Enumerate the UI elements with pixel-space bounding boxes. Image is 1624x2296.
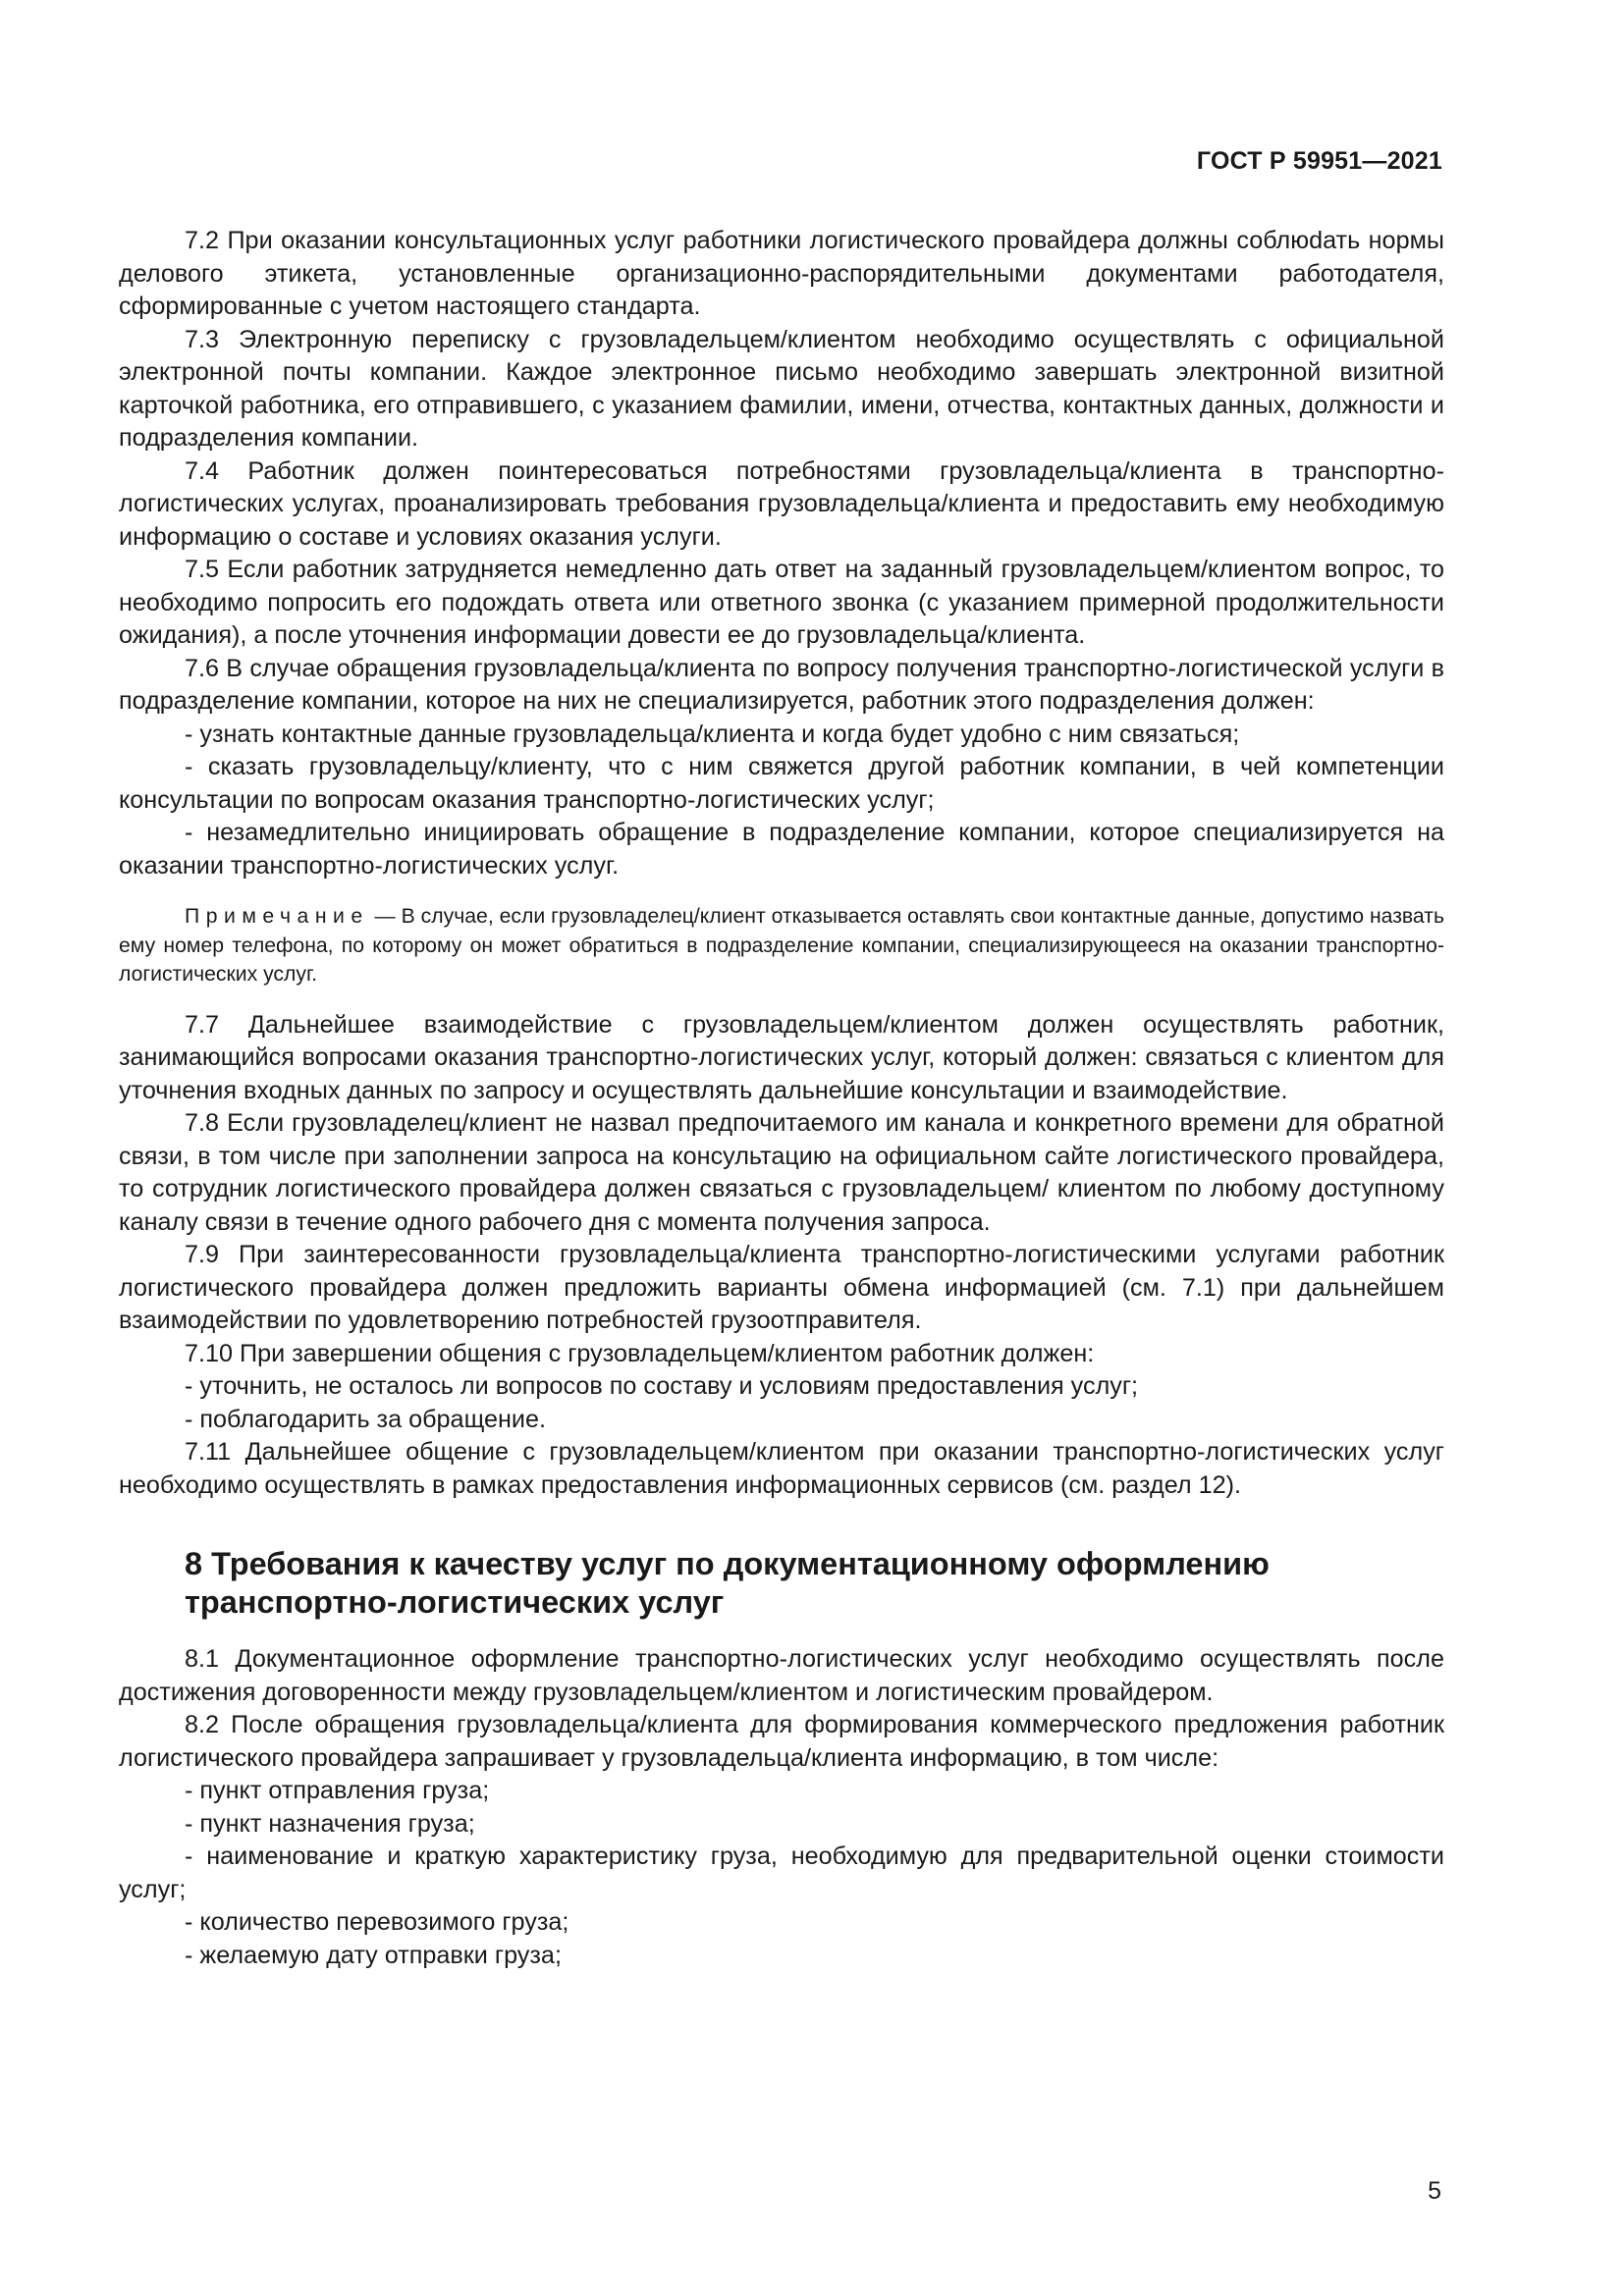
list-item: - сказать грузовладельцу/клиенту, что с ним свяжется другой работник компании, в чей компетенции консультации по вопросам оказания транспортно-логистических услуг; [119,753,1444,814]
note-text: — В случае, если грузовладелец/клиент отказывается оставлять свои контактные данные, допустимо назвать ему номер телефона, по которому он может обратиться в подразделение компании, специализирующееся на оказании транспортно-логистических услуг. [119,905,1444,987]
list-item: - незамедлительно инициировать обращение в подразделение компании, которое специализируется на оказании транспортно-логистических услуг. [119,819,1444,880]
list-item: - пункт отправления груза; [185,1777,490,1805]
list-item: - желаемую дату отправки груза; [185,1941,562,1969]
paragraph-7-2: 7.2 При оказании консультационных услуг работники логистического провайдера должны соблюdать нормы делового этикета, установленные организационно-распорядительными документами работодателя, сформированные с учетом настоящего стандарта. [119,227,1444,320]
section-8-heading-line-1: 8 Требования к качеству услуг по документационному оформлению [185,1546,1270,1582]
list-item: - уточнить, не осталось ли вопросов по составу и условиям предоставления услуг; [185,1372,1139,1401]
note-label: Примечание [185,905,369,928]
paragraph-7-4: 7.4 Работник должен поинтересоваться потребностями грузовладельца/клиента в транспортно-логистических услугах, проанализировать требования грузовладельца/клиента и предоставить ему необходимую информацию о составе и условиях оказания услуги. [119,456,1444,551]
paragraph-7-5: 7.5 Если работник затрудняется немедленно дать ответ на заданный грузовладельцем/клиентом вопрос, то необходимо попросить его подождать ответа или ответного звонка (с указанием примерной продолжительности ожидания), а после уточнения информации довести ее до грузовладельца/клиента. [119,556,1444,649]
list-item: - поблагодарить за обращение. [185,1405,546,1433]
page-content [119,225,1444,1972]
document-header: ГОСТ Р 59951—2021 [1196,147,1442,175]
page-number: 5 [1428,2177,1441,2205]
paragraph-7-6: 7.6 В случае обращения грузовладельца/клиента по вопросу получения транспортно-логистической услуги в подразделение компании, которое на них не специализируется, работник этого подразделения должен: [119,654,1444,715]
list-item: - количество перевозимого груза; [185,1908,569,1937]
list-item: - наименование и краткую характеристику груза, необходимую для предварительной оценки стоимости услуг; [119,1842,1444,1903]
paragraph-8-1: 8.1 Документационное оформление транспортно-логистических услуг необходимо осуществлять после достижения договоренности между грузовладельцем/клиентом и логистическим провайдером. [119,1645,1444,1706]
paragraph-7-3: 7.3 Электронную переписку с грузовладельцем/клиентом необходимо осуществлять с официальной электронной почты компании. Каждое электронное письмо необходимо завершать электронной визитной карточкой работника, его отправившего, с указанием фамилии, имени, отчества, контактных данных, должности и подразделения компании. [119,325,1444,452]
paragraph-8-2: 8.2 После обращения грузовладельца/клиента для формирования коммерческого предложения работник логистического провайдера запрашивает у грузовладельца/клиента информацию, в том числе: [119,1711,1444,1772]
paragraph-7-9: 7.9 При заинтересованности грузовладельца/клиента транспортно-логистическими услугами работник логистического провайдера должен предложить варианты обмена информацией (см. 7.1) при дальнейшем взаимодействии по удовлетворению потребностей грузоотправителя. [119,1241,1444,1335]
paragraph-7-10: 7.10 При завершении общения с грузовладельцем/клиентом работник должен: [185,1339,1095,1367]
paragraph-7-8: 7.8 Если грузовладелец/клиент не назвал предпочитаемого им канала и конкретного времени для обратной связи, в том числе при заполнении запроса на консультацию на официальном сайте логистического провайдера, то сотрудник логистического провайдера должен связаться с грузовладельцем/ клиентом по любому доступному каналу связи в течение одного рабочего дня с момента получения запроса. [119,1109,1444,1236]
section-8-heading-line-2: транспортно-логистических услуг [185,1584,725,1621]
list-item: - узнать контактные данные грузовладельца/клиента и когда будет удобно с ним связаться; [185,720,1240,748]
section-8-heading [119,1545,1444,1622]
note [119,902,1444,989]
paragraph-7-11: 7.11 Дальнейшее общение с грузовладельцем/клиентом при оказании транспортно-логистических услуг необходимо осуществлять в рамках предоставления информационных сервисов (см. раздел 12). [119,1438,1444,1499]
paragraph-7-7: 7.7 Дальнейшее взаимодействие с грузовладельцем/клиентом должен осуществлять работник, занимающийся вопросами оказания транспортно-логистических услуг, который должен: связаться с клиентом для уточнения входных данных по запросу и осуществлять дальнейшие консультации и взаимодействие. [119,1010,1444,1104]
list-item: - пункт назначения груза; [185,1809,475,1838]
